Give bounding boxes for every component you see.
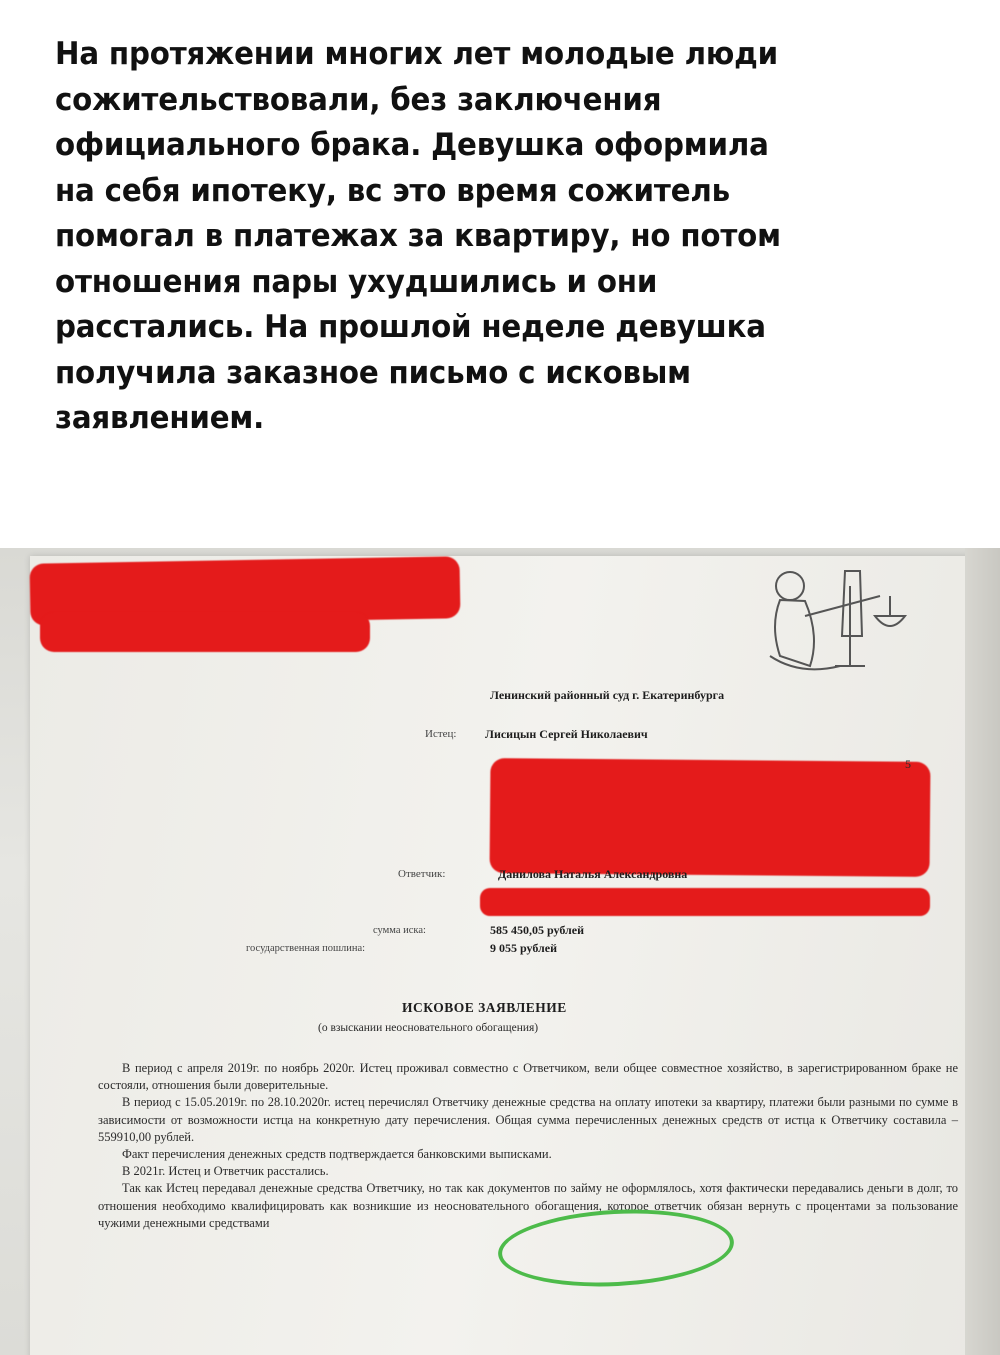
- caption-text: [55, 32, 960, 442]
- themis-justice-icon: [750, 556, 930, 686]
- document-body: [98, 1060, 958, 1232]
- redaction-bar: [490, 758, 931, 877]
- paragraph: В 2021г. Истец и Ответчик расстались.: [122, 1164, 329, 1179]
- caption-line: заявлением.: [55, 400, 265, 436]
- caption-line: помогал в платежах за квартиру, но потом: [55, 218, 781, 254]
- defendant-label: Ответчик:: [398, 868, 446, 880]
- document-title: ИСКОВОЕ ЗАЯВЛЕНИЕ: [402, 1000, 567, 1015]
- redaction-bar: [40, 612, 370, 652]
- caption-line: на себя ипотеку, вс это время сожитель: [55, 172, 730, 209]
- paragraph: Так как Истец передавал денежные средства Ответчику, но так как документов по займу не оформлялось, хотя фактически передавались деньги в долг, то отношения необходимо квалифицировать как возникшие из неосновательного обогащения, которое ответчик обязан вернуть с процентами за пользование чужими денежными средствами: [98, 1181, 958, 1230]
- redaction-bar: [480, 888, 930, 916]
- paragraph: В период с 15.05.2019г. по 28.10.2020г. истец перечислял Ответчику денежные средства на оплату ипотеки за квартиру, платежи были разными по сумме в зависимости от возможности истца на конкретную дату перечисления. Общая сумма перечисленных денежных средств от истца к Ответчику составила – 559910,00 рублей.: [98, 1095, 958, 1144]
- caption-line: На протяжении многих лет молодые люди: [55, 36, 778, 72]
- caption-line: получила заказное письмо с исковым: [55, 354, 691, 391]
- claim-sum-label: сумма иска:: [373, 925, 426, 936]
- caption-line: официального брака. Девушка оформила: [55, 127, 769, 163]
- caption-line: отношения пары ухудшились и они: [55, 263, 658, 300]
- paragraph: Факт перечисления денежных средств подтверждается банковскими выписками.: [122, 1147, 552, 1162]
- claim-sum-value: 585 450,05 рублей: [490, 923, 585, 937]
- caption-line: сожительствовали, без заключения: [55, 81, 662, 118]
- duty-value: 9 055 рублей: [490, 941, 558, 955]
- paragraph: В период с апреля 2019г. по ноябрь 2020г. Истец проживал совместно с Ответчиком, вели общее совместное хозяйство, в зарегистрированном браке не состояли, отношения были доверительные.: [98, 1061, 958, 1093]
- defendant-name: Данилова Наталья Александровна: [498, 867, 688, 881]
- plaintiff-name: Лисицын Сергей Николаевич: [485, 727, 648, 741]
- court-name: Ленинский районный суд г. Екатеринбурга: [490, 688, 725, 702]
- plaintiff-digit: 5: [905, 757, 911, 771]
- plaintiff-label: Истец:: [425, 728, 457, 740]
- paper-edge: [965, 548, 1000, 1355]
- document-subtitle: (о взыскании неосновательного обогащения): [318, 1022, 539, 1034]
- duty-label: государственная пошлина:: [246, 943, 366, 954]
- caption-line: расстались. На прошлой неделе девушка: [55, 309, 766, 345]
